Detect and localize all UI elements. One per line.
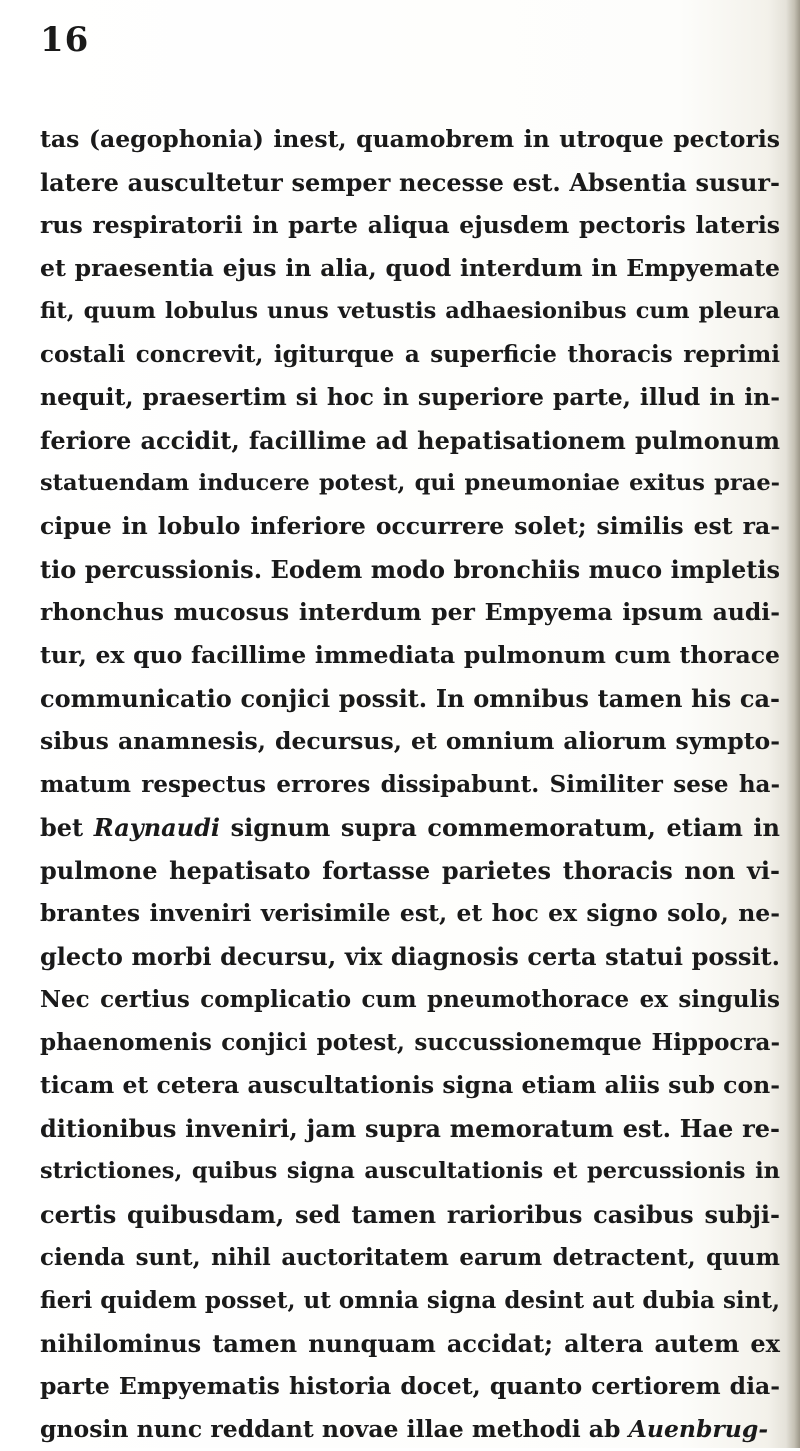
text-line <box>40 1193 780 1236</box>
text-line <box>40 892 780 935</box>
text-line <box>40 1236 780 1279</box>
text-segment: sibus anamnesis, decursus, et omnium aliorum sympto- <box>40 727 780 755</box>
text-line <box>40 161 780 204</box>
italic-name: Raynaudi <box>93 813 221 842</box>
text-segment: parte Empyematis historia docet, quanto certiorem dia- <box>40 1372 780 1400</box>
text-segment: tas (aegophonia) inest, quamobrem in utroque pectoris <box>40 125 780 153</box>
text-segment: cipue in lobulo inferiore occurrere solet; similis est ra- <box>40 512 780 540</box>
text-line <box>40 548 780 591</box>
text-segment: brantes inveniri verisimile est, et hoc ex signo solo, ne- <box>40 899 780 927</box>
text-segment: strictiones, quibus signa auscultationis et percussionis in <box>40 1158 780 1184</box>
text-line <box>40 1279 780 1322</box>
text-segment: ditionibus inveniri, jam supra memoratum est. Hae re- <box>40 1114 780 1143</box>
text-segment: statuendam inducere potest, qui pneumoniae exitus prae- <box>40 470 780 496</box>
text-segment: latere auscultetur semper necesse est. Absentia susur- <box>40 168 780 197</box>
text-line <box>40 634 780 677</box>
text-segment: glecto morbi decursu, vix diagnosis certa statui possit. <box>40 942 780 971</box>
text-segment: fieri quidem posset, ut omnia signa desint aut dubia sint, <box>40 1287 780 1314</box>
text-line <box>40 1408 780 1451</box>
text-line <box>40 763 780 806</box>
text-line <box>40 419 780 462</box>
page-number: 16 <box>40 20 90 60</box>
text-line <box>40 505 780 548</box>
text-segment: gnosin nunc reddant novae illae methodi ab <box>40 1415 629 1443</box>
text-segment: ticam et cetera auscultationis signa etiam aliis sub con- <box>40 1071 780 1099</box>
text-line <box>40 849 780 892</box>
text-line <box>40 290 780 333</box>
text-line <box>40 677 780 720</box>
text-segment: et praesentia ejus in alia, quod interdum in Empyemate <box>40 254 780 282</box>
text-line <box>40 720 780 763</box>
text-line <box>40 1365 780 1408</box>
page-edge-shadow <box>786 0 800 1448</box>
text-segment: tio percussionis. Eodem modo bronchiis muco impletis <box>40 555 780 584</box>
text-line <box>40 1021 780 1064</box>
text-segment: nihilominus tamen nunquam accidat; altera autem ex <box>40 1329 780 1358</box>
text-segment: feriore accidit, facillime ad hepatisationem pulmonum <box>40 426 780 455</box>
text-segment: signum supra commemoratum, etiam in <box>220 813 781 842</box>
text-line <box>40 376 780 419</box>
italic-name: Auenbrug- <box>628 1415 769 1443</box>
text-segment: bet <box>40 813 94 842</box>
text-line <box>40 462 780 505</box>
text-line <box>40 247 780 290</box>
text-segment: Nec certius complicatio cum pneumothorace ex singulis <box>40 986 780 1013</box>
text-segment: fit, quum lobulus unus vetustis adhaesionibus cum pleura <box>40 298 780 324</box>
text-line <box>40 1107 780 1150</box>
text-line <box>40 204 780 247</box>
text-line <box>40 333 780 376</box>
text-segment: nequit, praesertim si hoc in superiore parte, illud in in- <box>40 383 780 411</box>
text-segment: matum respectus errores dissipabunt. Similiter sese ha- <box>40 771 780 798</box>
text-segment: pulmone hepatisato fortasse parietes thoracis non vi- <box>40 856 780 885</box>
text-line <box>40 591 780 634</box>
text-segment: tur, ex quo facillime immediata pulmonum cum thorace <box>40 641 780 669</box>
text-segment: certis quibusdam, sed tamen rarioribus casibus subji- <box>40 1200 780 1229</box>
text-line <box>40 935 780 978</box>
text-line <box>40 1064 780 1107</box>
text-line <box>40 978 780 1021</box>
text-segment: phaenomenis conjici potest, succussionemque Hippocra- <box>40 1029 780 1056</box>
body-text <box>40 118 780 1451</box>
text-segment: cienda sunt, nihil auctoritatem earum detractent, quum <box>40 1244 780 1271</box>
text-segment: costali concrevit, igiturque a superficie thoracis reprimi <box>40 341 780 368</box>
text-line <box>40 1322 780 1365</box>
text-line <box>40 806 780 849</box>
text-segment: rus respiratorii in parte aliqua ejusdem pectoris lateris <box>40 211 780 239</box>
text-line <box>40 1150 780 1193</box>
text-segment: communicatio conjici possit. In omnibus tamen his ca- <box>40 684 780 713</box>
text-segment: rhonchus mucosus interdum per Empyema ipsum audi- <box>40 598 780 626</box>
text-line <box>40 118 780 161</box>
